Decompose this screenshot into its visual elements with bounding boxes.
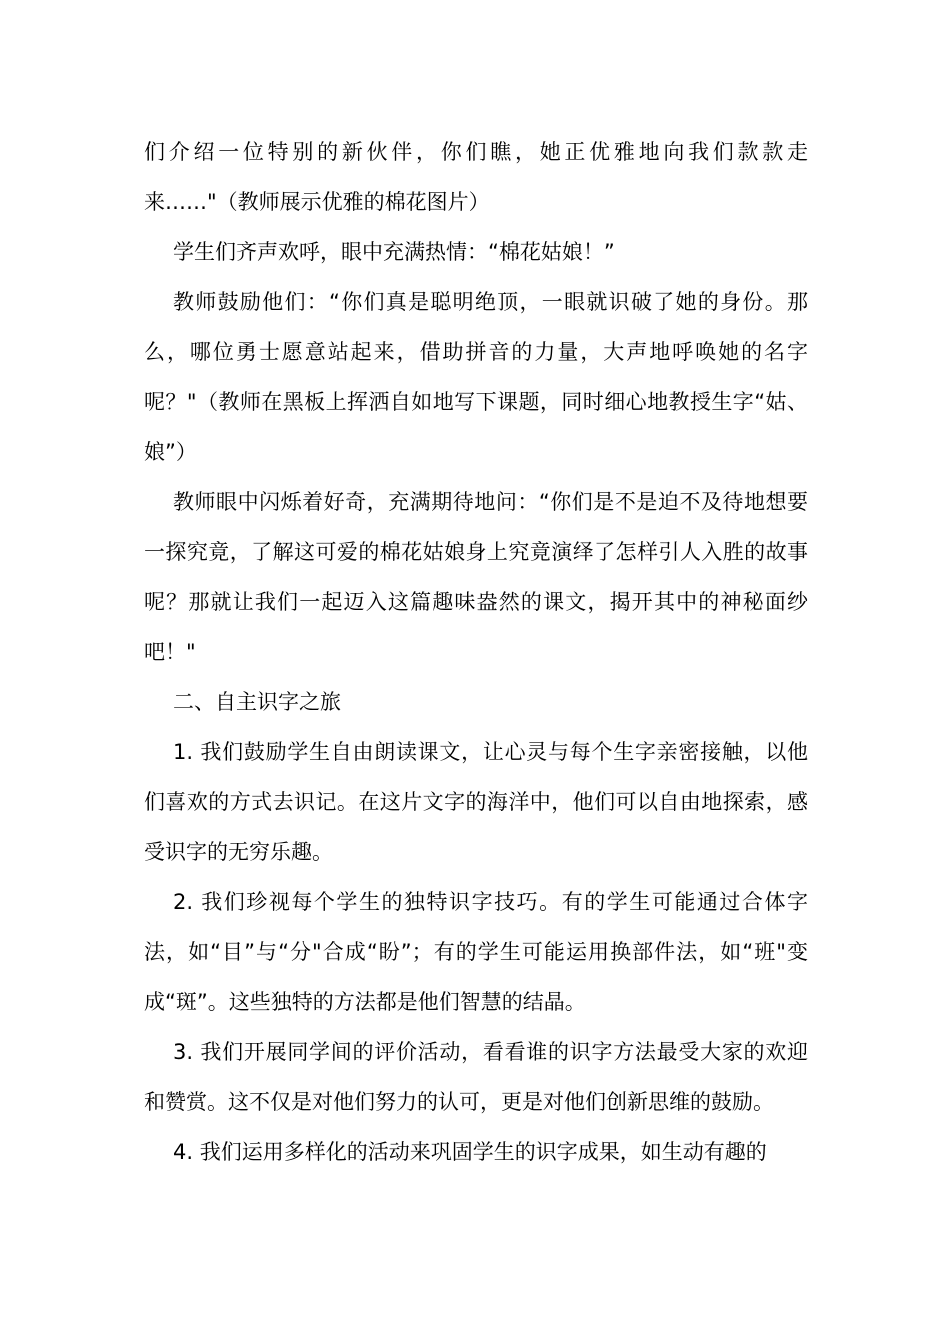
paragraph-teacher-encourage: 教师鼓励他们：“你们真是聪明绝顶，一眼就识破了她的身份。那么，哪位勇士愿意站起来，借助拼音的力量，大声地呼唤她的名字呢？"（教师在黑板上挥洒自如地写下课题，同时细心地教授生字“姑、娘”）	[144, 290, 808, 464]
section-heading-self-literacy: 二、自主识字之旅	[173, 690, 341, 714]
paragraph-teacher-question: 教师眼中闪烁着好奇，充满期待地问：“你们是不是迫不及待地想要一探究竟，了解这可爱的棉花姑娘身上究竟演绎了怎样引人入胜的故事呢？那就让我们一起迈入这篇趣味盎然的课文，揭开其中的神秘面纱吧！"	[144, 490, 808, 664]
list-item-3: 3. 我们开展同学间的评价活动，看看谁的识字方法最受大家的欢迎和赞赏。这不仅是对他们努力的认可，更是对他们创新思维的鼓励。	[144, 1040, 808, 1114]
paragraph-intro-continuation: 们介绍一位特别的新伙伴，你们瞧，她正优雅地向我们款款走来……"（教师展示优雅的棉花图片）	[144, 140, 808, 214]
document-body	[144, 127, 808, 1177]
paragraph-students-cheer: 学生们齐声欢呼，眼中充满热情：“棉花姑娘！”	[173, 240, 615, 264]
list-item-2: 2. 我们珍视每个学生的独特识字技巧。有的学生可能通过合体字法，如“目”与“分"合成“盼”；有的学生可能运用换部件法，如“班"变成“斑”。这些独特的方法都是他们智慧的结晶。	[144, 890, 808, 1014]
list-item-4: 4. 我们运用多样化的活动来巩固学生的识字成果，如生动有趣的	[173, 1140, 767, 1164]
list-item-1: 1. 我们鼓励学生自由朗读课文，让心灵与每个生字亲密接触，以他们喜欢的方式去识记。在这片文字的海洋中，他们可以自由地探索，感受识字的无穷乐趣。	[144, 740, 808, 864]
